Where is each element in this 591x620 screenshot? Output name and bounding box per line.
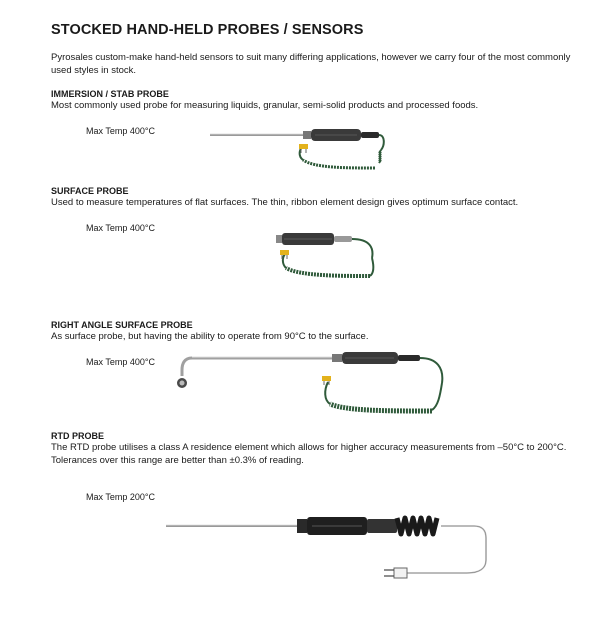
right-angle-probe-icon [172,348,472,420]
probe-heading-surface: SURFACE PROBE [51,186,129,196]
surface-probe-icon [270,228,380,288]
intro-text: Pyrosales custom-make hand-held sensors to suit many differing applications, however we carry four of the most commonly used styles in stock. [51,52,571,76]
probe-max-temp-right-angle: Max Temp 400°C [86,357,155,367]
probe-heading-immersion: IMMERSION / STAB PROBE [51,89,169,99]
page-title: STOCKED HAND-HELD PROBES / SENSORS [51,22,364,38]
rtd-probe-icon [162,508,497,588]
probe-description-rtd: The RTD probe utilises a class A residence element which allows for higher accuracy measurements from –50°C to 200°C. Tolerances over this range are better than ±0.3% of reading. [51,442,567,466]
probe-heading-right-angle: RIGHT ANGLE SURFACE PROBE [51,320,193,330]
probe-description-surface: Used to measure temperatures of flat surfaces. The thin, ribbon element design gives optimum surface contact. [51,197,519,208]
probe-max-temp-immersion: Max Temp 400°C [86,126,155,136]
probe-heading-rtd: RTD PROBE [51,431,105,441]
immersion-probe-icon [205,120,390,185]
probe-description-immersion: Most commonly used probe for measuring liquids, granular, semi-solid products and processed foods. [51,100,479,111]
probe-max-temp-surface: Max Temp 400°C [86,223,155,233]
probe-max-temp-rtd: Max Temp 200°C [86,492,155,502]
probe-description-right-angle: As surface probe, but having the ability to operate from 90°C to the surface. [51,331,369,342]
